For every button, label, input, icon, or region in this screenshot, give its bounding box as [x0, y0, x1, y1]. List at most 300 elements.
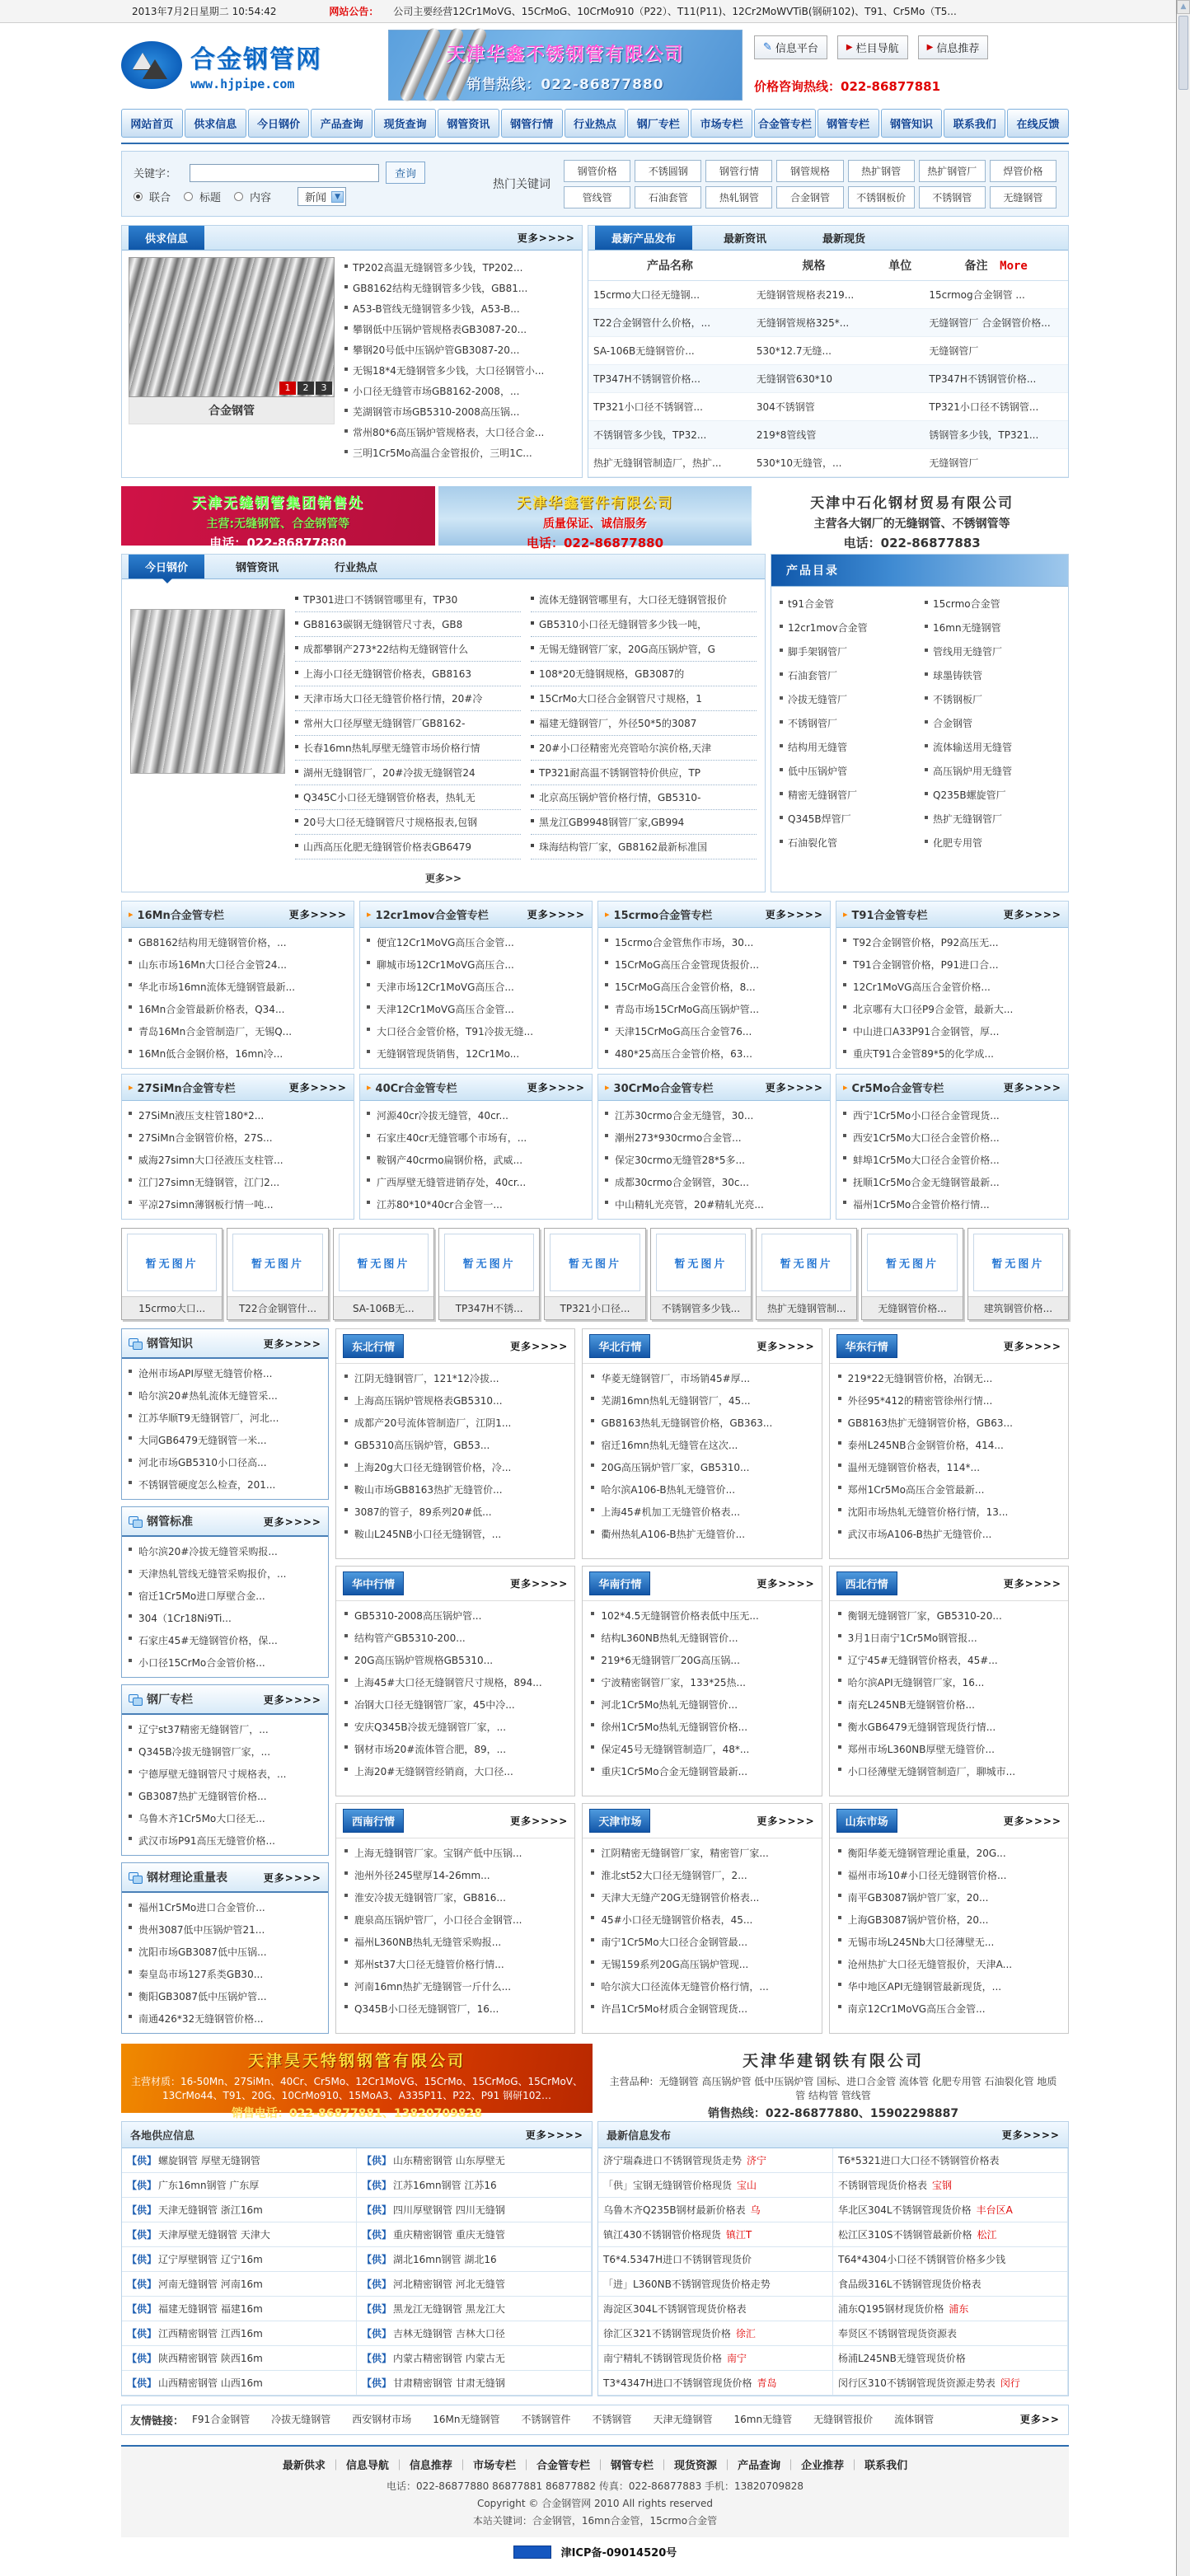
- news-item[interactable]: TP301进口不锈钢管哪里有，TP30: [295, 588, 521, 612]
- list-item[interactable]: 上海高压锅炉管规格表GB5310...: [343, 1389, 568, 1412]
- list-item[interactable]: 15CrMoG高压合金管价格，8...: [603, 976, 825, 998]
- list-item[interactable]: 南通426*32无缝钢管价格...: [127, 2007, 323, 2030]
- list-item[interactable]: 上海20g大口径无缝钢管价格，冷...: [343, 1456, 568, 1478]
- keyword-button[interactable]: 热扩钢管厂: [919, 160, 986, 182]
- list-item[interactable]: 哈尔滨20#冷拔无缝管采购报...: [127, 1540, 323, 1562]
- news-item[interactable]: 天津市场大口径无缝管价格行情，20#冷: [295, 686, 521, 711]
- more-link[interactable]: 更多>>>>: [263, 1693, 321, 1706]
- list-item[interactable]: 16Mn低合金钢价格，16mn冷...: [127, 1042, 349, 1065]
- product-name-cell[interactable]: SA-106B无缝钢管价...: [588, 337, 752, 365]
- list-item[interactable]: 结构L360NB热轧无缝钢管价...: [589, 1627, 814, 1649]
- supply-row[interactable]: 【供】 吉林无缝钢管 吉林大口径: [357, 2321, 592, 2346]
- radio-content[interactable]: [234, 192, 243, 201]
- info-row[interactable]: 南宁精轧不锈钢管现货价格 南宁: [598, 2346, 833, 2371]
- list-item[interactable]: 钢材市场20#流体管合肥，89，...: [343, 1738, 568, 1760]
- nav-item[interactable]: 钢管知识: [881, 109, 943, 138]
- list-item[interactable]: 天津市场12Cr1MoVG高压合...: [365, 976, 587, 998]
- list-item[interactable]: 北京哪有大口径P9合金管，最新大...: [841, 998, 1063, 1020]
- region-tab[interactable]: 华南行情: [589, 1571, 650, 1595]
- list-item[interactable]: 安庆Q345B冷拔无缝钢管厂家，...: [343, 1716, 568, 1738]
- friend-link[interactable]: 无缝钢管报价: [813, 2414, 874, 2425]
- news-item[interactable]: GB8163碳钢无缝钢管尺寸表，GB8: [295, 612, 521, 637]
- list-item[interactable]: GB8162结构用无缝钢管价格，...: [127, 931, 349, 953]
- catalog-item[interactable]: Q345B焊管厂: [775, 807, 920, 831]
- footer-nav-item[interactable]: ｜ 产品查询: [717, 2460, 780, 2472]
- info-row[interactable]: T3*4347H进口不锈钢管现货价格 青岛: [598, 2371, 833, 2396]
- list-item[interactable]: 江门27simn无缝钢管，江门2...: [127, 1171, 349, 1193]
- list-item[interactable]: 华中地区API无缝钢管最新现货，...: [836, 1975, 1061, 1998]
- list-item[interactable]: 衡阳GB3087低中压锅炉管...: [127, 1985, 323, 2007]
- list-item[interactable]: 16Mn合金管最新价格表，Q34...: [127, 998, 349, 1020]
- footer-nav-item[interactable]: ｜ 钢管专栏: [590, 2460, 654, 2472]
- info-row[interactable]: 乌鲁木齐Q235B钢材最新价格表 乌: [598, 2198, 833, 2222]
- list-item[interactable]: 保定30crmo无缝管28*5多...: [603, 1149, 825, 1171]
- list-item[interactable]: 哈尔滨A106-B热轧无缝管价...: [589, 1478, 814, 1501]
- list-item[interactable]: 保定45号无缝钢管制造厂，48*...: [589, 1738, 814, 1760]
- image-caption[interactable]: T22合金钢管什...: [227, 1296, 327, 1319]
- list-item[interactable]: 天津12Cr1MoVG高压合金管...: [365, 998, 587, 1020]
- list-item[interactable]: 20G高压锅炉管规格GB5310...: [343, 1649, 568, 1671]
- search-button[interactable]: 查询: [386, 162, 425, 184]
- list-item[interactable]: 山东市场16Mn大口径合金管24...: [127, 953, 349, 976]
- catalog-item[interactable]: 管线用无缝管厂: [920, 639, 1065, 663]
- list-item[interactable]: 鞍钢产40crmo扁钢价格，武威...: [365, 1149, 587, 1171]
- page-2[interactable]: 2: [298, 382, 314, 395]
- list-item[interactable]: 郑州st37大口径无缝管价格行情...: [343, 1953, 568, 1975]
- list-item[interactable]: 20G高压锅炉管厂家，GB5310...: [589, 1456, 814, 1478]
- list-item[interactable]: 福州1Cr5Mo合金管价格行情...: [841, 1193, 1063, 1215]
- more-link[interactable]: 更多>>>>: [263, 1871, 321, 1884]
- news-item[interactable]: 黑龙江GB9948钢管厂家,GB994: [531, 810, 757, 835]
- list-item[interactable]: 上海无缝钢管厂家。宝钢产低中压锅...: [343, 1842, 568, 1864]
- keyword-button[interactable]: 焊管价格: [990, 160, 1056, 182]
- image-cell[interactable]: [333, 1228, 434, 1320]
- more-link[interactable]: More: [1000, 260, 1028, 273]
- list-item[interactable]: 天津15CrMoG高压合金管76...: [603, 1020, 825, 1042]
- list-item[interactable]: 中山精轧光亮管，20#精轧光亮...: [603, 1193, 825, 1215]
- list-item[interactable]: 宿迁1Cr5Mo进口厚壁合金...: [127, 1585, 323, 1607]
- keyword-button[interactable]: 钢管价格: [564, 160, 630, 182]
- list-item[interactable]: 304（1Cr18Ni9Ti...: [127, 1607, 323, 1629]
- visitor-counter-badge[interactable]: [513, 2546, 551, 2559]
- knowledge-title[interactable]: 钢管标准: [147, 1515, 193, 1529]
- nav-item[interactable]: 合金管专栏: [754, 109, 816, 138]
- catalog-item[interactable]: 流体输送用无缝管: [920, 735, 1065, 759]
- list-item[interactable]: 219*6无缝钢管厂20G高压锅...: [589, 1649, 814, 1671]
- supply-row[interactable]: 【供】 山西精密钢管 山西16m: [122, 2371, 357, 2396]
- company-banner[interactable]: [597, 2044, 1069, 2120]
- list-item[interactable]: 辽宁45#无缝钢管价格表，45#...: [836, 1649, 1061, 1671]
- region-tab[interactable]: 东北行情: [343, 1334, 404, 1358]
- info-platform-button[interactable]: ✎ 信息平台: [754, 35, 827, 59]
- image-cell[interactable]: [544, 1228, 645, 1320]
- footer-nav-item[interactable]: 最新供求: [282, 2460, 326, 2472]
- list-item[interactable]: 江苏华顺T9无缝钢管厂，河北...: [127, 1407, 323, 1429]
- image-cell[interactable]: [650, 1228, 752, 1320]
- region-tab[interactable]: 华北行情: [589, 1334, 650, 1358]
- catalog-item[interactable]: t91合金管: [775, 592, 920, 616]
- info-row[interactable]: 不锈钢管现货价格表 宝钢: [833, 2173, 1068, 2198]
- list-item[interactable]: 河北市场GB5310小口径高...: [127, 1451, 323, 1473]
- more-link[interactable]: 更多>>>>: [510, 1815, 569, 1827]
- image-cell[interactable]: [967, 1228, 1069, 1320]
- keyword-button[interactable]: 热扩钢管: [848, 160, 915, 182]
- info-row[interactable]: 镇江430不锈钢管价格现货 镇江T: [598, 2222, 833, 2247]
- image-caption[interactable]: 无缝钢管价格...: [862, 1296, 962, 1319]
- list-item[interactable]: 沧州热扩大口径无缝管报价，天津A...: [836, 1953, 1061, 1975]
- catalog-item[interactable]: 15crmo合金管: [920, 592, 1065, 616]
- list-item[interactable]: 重庆T91合金管89*5的化学成...: [841, 1042, 1063, 1065]
- list-item[interactable]: 温州无缝钢管价格表，114*...: [836, 1456, 1061, 1478]
- page-1[interactable]: 1: [279, 382, 296, 395]
- photo-caption[interactable]: 合金钢管: [129, 397, 335, 424]
- more-link[interactable]: 更多>>>>: [525, 2129, 583, 2141]
- footer-nav-item[interactable]: ｜ 市场专栏: [452, 2460, 516, 2472]
- catalog-item[interactable]: 合金钢管: [920, 711, 1065, 735]
- nav-item[interactable]: 产品查询: [311, 109, 372, 138]
- catalog-item[interactable]: 低中压锅炉管: [775, 759, 920, 783]
- list-item[interactable]: 淮北st52大口径无缝钢管厂，2...: [589, 1864, 814, 1886]
- list-item[interactable]: 45#小口径无缝钢管价格表，45...: [589, 1909, 814, 1931]
- friend-link[interactable]: 流体钢管: [894, 2414, 935, 2425]
- list-item[interactable]: 成都30crmo合金钢管，30c...: [603, 1171, 825, 1193]
- more-link[interactable]: 更多>>>>: [1003, 909, 1061, 920]
- friend-link[interactable]: 西安钢材市场: [352, 2414, 412, 2425]
- list-item[interactable]: 广西厚壁无缝管进销存处，40cr...: [365, 1171, 587, 1193]
- supply-row[interactable]: 【供】 山东精密钢管 山东厚壁无: [357, 2148, 592, 2173]
- supply-row[interactable]: 【供】 河南无缝钢管 河南16m: [122, 2272, 357, 2297]
- tab-latest-stock[interactable]: 最新现货: [822, 233, 866, 246]
- footer-nav-item[interactable]: ｜ 信息导航: [326, 2460, 389, 2472]
- more-link[interactable]: 更多>>>>: [757, 1341, 815, 1352]
- list-item[interactable]: 河北1Cr5Mo热轧无缝钢管价...: [589, 1693, 814, 1716]
- catalog-item[interactable]: Q235B螺旋管厂: [920, 783, 1065, 807]
- info-row[interactable]: T64*4304小口径不锈钢管价格多少钱: [833, 2247, 1068, 2272]
- more-link[interactable]: 更多>>>>: [757, 1815, 815, 1827]
- list-item[interactable]: 福州市场10#小口径无缝钢管价格...: [836, 1864, 1061, 1886]
- list-item[interactable]: 宁德厚壁无缝钢管尺寸规格表，...: [127, 1763, 323, 1785]
- list-item[interactable]: 27SiMn合金钢管价格，27S...: [127, 1126, 349, 1149]
- list-item[interactable]: 小口径无缝管市场GB8162-2008，...: [343, 381, 544, 401]
- category-select[interactable]: 新闻 ▼: [298, 187, 346, 206]
- info-row[interactable]: 闵行区310不锈钢管现货资源走势表 闵行: [833, 2371, 1068, 2396]
- column-title[interactable]: T91合金管专栏: [851, 910, 928, 922]
- footer-nav-item[interactable]: ｜ 联系我们: [844, 2460, 907, 2472]
- list-item[interactable]: GB8163热轧无缝钢管价格，GB363...: [589, 1412, 814, 1434]
- news-item[interactable]: 成都攀钢产273*22结构无缝钢管什么: [295, 637, 521, 662]
- list-item[interactable]: 大口径合金管价格，T91冷拔无缝...: [365, 1020, 587, 1042]
- supply-demand-tab[interactable]: 供求信息: [129, 226, 204, 250]
- list-item[interactable]: 小口径15CrMo合金管价格...: [127, 1651, 323, 1674]
- more-link[interactable]: 更多>>>>: [1003, 1082, 1061, 1094]
- supply-row[interactable]: 【供】 重庆精密钢管 重庆无缝管: [357, 2222, 592, 2247]
- list-item[interactable]: 鞍山L245NB小口径无缝钢管，...: [343, 1523, 568, 1545]
- news-item[interactable]: TP321耐高温不锈钢管特价供应，TP: [531, 761, 757, 785]
- image-caption[interactable]: 不锈钢管多少钱...: [651, 1296, 751, 1319]
- nav-item[interactable]: 网站首页: [121, 109, 183, 138]
- friend-link[interactable]: 不锈钢管件: [521, 2414, 571, 2425]
- list-item[interactable]: 郑州1Cr5Mo高压合金管最新...: [836, 1478, 1061, 1501]
- more-link[interactable]: 更多>>>>: [263, 1515, 321, 1528]
- news-item[interactable]: 上海小口径无缝钢管价格表，GB8163: [295, 662, 521, 686]
- info-row[interactable]: T6*4.5347H进口不锈钢管现货价: [598, 2247, 833, 2272]
- list-item[interactable]: 大同GB6479无缝钢管一米...: [127, 1429, 323, 1451]
- keyword-button[interactable]: 管线管: [564, 186, 630, 208]
- header-banner-ad[interactable]: [388, 30, 743, 101]
- supply-row[interactable]: 【供】 江苏16mn钢管 江苏16: [357, 2173, 592, 2198]
- supply-row[interactable]: 【供】 内蒙古精密钢管 内蒙古无: [357, 2346, 592, 2371]
- list-item[interactable]: 武汉市场P91高压无缝管价格...: [127, 1829, 323, 1852]
- nav-item[interactable]: 在线反馈: [1007, 109, 1069, 138]
- nav-item[interactable]: 钢管资讯: [438, 109, 499, 138]
- info-row[interactable]: 华北区304L不锈钢管现货价格 丰台区A: [833, 2198, 1068, 2222]
- more-link[interactable]: 更多>>: [424, 873, 462, 884]
- footer-nav-item[interactable]: ｜ 信息推荐: [389, 2460, 452, 2472]
- list-item[interactable]: 上海45#大口径无缝钢管尺寸规格，894...: [343, 1671, 568, 1693]
- list-item[interactable]: 蚌埠1Cr5Mo大口径合金管价格...: [841, 1149, 1063, 1171]
- product-name-cell[interactable]: 不锈钢管多少钱，TP32...: [588, 421, 752, 449]
- catalog-item[interactable]: 球墨铸铁管: [920, 663, 1065, 687]
- list-item[interactable]: 沈阳市场GB3087低中压锅...: [127, 1941, 323, 1963]
- list-item[interactable]: 江阴精密无缝钢管厂家，精密管厂家...: [589, 1842, 814, 1864]
- more-link[interactable]: 更多>>>>: [765, 1082, 823, 1094]
- list-item[interactable]: 池州外径245壁厚14-26mm...: [343, 1864, 568, 1886]
- list-item[interactable]: 沧州市场API厚壁无缝管价格...: [127, 1362, 323, 1384]
- list-item[interactable]: 哈尔滨大口径流体无缝管价格行情，...: [589, 1975, 814, 1998]
- tab-pipe-news[interactable]: 钢管资讯: [236, 562, 279, 574]
- info-recommend-button[interactable]: ▶ 信息推荐: [918, 35, 989, 59]
- list-item[interactable]: 便宜12Cr1MoVG高压合金管...: [365, 931, 587, 953]
- list-item[interactable]: GB8162结构无缝钢管多少钱，GB81...: [343, 278, 544, 298]
- tab-industry-hot[interactable]: 行业热点: [335, 562, 378, 574]
- list-item[interactable]: 西宁1Cr5Mo小口径合金管现货...: [841, 1104, 1063, 1126]
- keyword-button[interactable]: 石油套管: [635, 186, 701, 208]
- keyword-button[interactable]: 无缝钢管: [990, 186, 1056, 208]
- friend-link[interactable]: 16mn无缝管: [733, 2414, 793, 2425]
- catalog-item[interactable]: 石油套管厂: [775, 663, 920, 687]
- list-item[interactable]: 219*22无缝钢管价格，冶钢无...: [836, 1367, 1061, 1389]
- list-item[interactable]: 聊城市场12Cr1MoVG高压合...: [365, 953, 587, 976]
- list-item[interactable]: 15CrMoG高压合金管现货报价...: [603, 953, 825, 976]
- more-link[interactable]: 更多>>>>: [757, 1578, 815, 1590]
- news-item[interactable]: 珠海结构管厂家，GB8162最新标准国: [531, 835, 757, 859]
- list-item[interactable]: A53-B管线无缝钢管多少钱，A53-B...: [343, 298, 544, 319]
- more-link[interactable]: 更多>>>>: [765, 909, 823, 920]
- region-tab[interactable]: 山东市场: [836, 1809, 897, 1833]
- friend-link[interactable]: F91合金钢管: [192, 2414, 251, 2425]
- list-item[interactable]: Q345B冷拔无缝钢管厂家，...: [127, 1740, 323, 1763]
- image-cell[interactable]: [861, 1228, 963, 1320]
- nav-item[interactable]: 钢厂专栏: [627, 109, 689, 138]
- nav-item[interactable]: 供求信息: [185, 109, 246, 138]
- info-row[interactable]: 杨浦L245NB无缝管现货价格: [833, 2346, 1068, 2371]
- knowledge-title[interactable]: 钢厂专栏: [147, 1693, 193, 1707]
- info-row[interactable]: 「供」宝钢无缝钢管价格现货 宝山: [598, 2173, 833, 2198]
- catalog-item[interactable]: 石油裂化管: [775, 831, 920, 855]
- news-item[interactable]: 湖州无缝钢管厂，20#冷拔无缝钢管24: [295, 761, 521, 785]
- footer-nav-item[interactable]: ｜ 现货资源: [654, 2460, 717, 2472]
- list-item[interactable]: 480*25高压合金管价格，63...: [603, 1042, 825, 1065]
- list-item[interactable]: 淮安冷拔无缝钢管厂家，GB816...: [343, 1886, 568, 1909]
- column-title[interactable]: Cr5Mo合金管专栏: [851, 1083, 944, 1095]
- list-item[interactable]: 27SiMn液压支柱管180*2...: [127, 1104, 349, 1126]
- list-item[interactable]: 郑州市场L360NB厚壁无缝管价...: [836, 1738, 1061, 1760]
- list-item[interactable]: 3月1日南宁1Cr5Mo钢管报...: [836, 1627, 1061, 1649]
- info-row[interactable]: 奉贤区不锈钢管现货资源表: [833, 2321, 1068, 2346]
- nav-item[interactable]: 联系我们: [944, 109, 1005, 138]
- nav-item[interactable]: 市场专栏: [691, 109, 752, 138]
- more-link[interactable]: 更多>>>>: [510, 1578, 569, 1590]
- list-item[interactable]: 小口径薄壁无缝钢管制造厂，聊城市...: [836, 1760, 1061, 1782]
- list-item[interactable]: T91合金钢管价格，P91进口合...: [841, 953, 1063, 976]
- friend-link[interactable]: 冷拔无缝钢管: [271, 2414, 331, 2425]
- radio-title[interactable]: [184, 192, 193, 201]
- supply-row[interactable]: 【供】 四川厚壁钢管 四川无缝钢: [357, 2198, 592, 2222]
- list-item[interactable]: 上海GB3087锅炉管价格，20...: [836, 1909, 1061, 1931]
- list-item[interactable]: 许昌1Cr5Mo材质合金钢管现货...: [589, 1998, 814, 2020]
- list-item[interactable]: 青岛16Mn合金管制造厂，无锡Q...: [127, 1020, 349, 1042]
- catalog-item[interactable]: 不锈钢板厂: [920, 687, 1065, 711]
- list-item[interactable]: 无锡18*4无缝钢管多少钱，大口径钢管小...: [343, 360, 544, 381]
- supply-row[interactable]: 【供】 河北精密钢管 河北无缝管: [357, 2272, 592, 2297]
- list-item[interactable]: 江苏80*10*40cr合金管一...: [365, 1193, 587, 1215]
- list-item[interactable]: 12Cr1MoVG高压合金管价格...: [841, 976, 1063, 998]
- column-nav-button[interactable]: ▶ 栏目导航: [837, 35, 908, 59]
- info-row[interactable]: 松江区310S不锈钢管最新价格 松江: [833, 2222, 1068, 2247]
- more-link[interactable]: 更多>>>>: [510, 1341, 569, 1352]
- keyword-button[interactable]: 不锈钢板价: [848, 186, 915, 208]
- news-item[interactable]: 20#小口径精密光亮管哈尔滨价格,天津: [531, 736, 757, 761]
- info-row[interactable]: 浦东Q195钢材现货价格 浦东: [833, 2297, 1068, 2321]
- list-item[interactable]: 青岛市场15CrMoG高压锅炉管...: [603, 998, 825, 1020]
- news-item[interactable]: 流体无缝钢管哪里有，大口径无缝钢管报价: [531, 588, 757, 612]
- image-caption[interactable]: 热扩无缝钢管制...: [757, 1296, 856, 1319]
- list-item[interactable]: 泰州L245NB合金钢管价格，414...: [836, 1434, 1061, 1456]
- list-item[interactable]: 南宁1Cr5Mo大口径合金钢管最...: [589, 1931, 814, 1953]
- keyword-button[interactable]: 不锈钢管: [919, 186, 986, 208]
- catalog-item[interactable]: 不锈钢管厂: [775, 711, 920, 735]
- list-item[interactable]: 石家庄40cr无缝管哪个市场有，...: [365, 1126, 587, 1149]
- list-item[interactable]: 武汉市场A106-B热扩无缝管价...: [836, 1523, 1061, 1545]
- news-item[interactable]: 北京高压锅炉管价格行情，GB5310-: [531, 785, 757, 810]
- more-link[interactable]: 更多>>>>: [527, 909, 585, 920]
- catalog-item[interactable]: 冷拔无缝管厂: [775, 687, 920, 711]
- list-item[interactable]: 江苏30crmo合金无缝管，30...: [603, 1104, 825, 1126]
- knowledge-title[interactable]: 钢管知识: [147, 1337, 193, 1351]
- catalog-item[interactable]: 16mn无缝钢管: [920, 616, 1065, 639]
- list-item[interactable]: 哈尔滨20#热轧流体无缝管采...: [127, 1384, 323, 1407]
- image-caption[interactable]: SA-106B无...: [334, 1296, 433, 1319]
- list-item[interactable]: 无缝钢管现货销售，12Cr1Mo...: [365, 1042, 587, 1065]
- image-caption[interactable]: 建筑钢管价格...: [968, 1296, 1068, 1319]
- list-item[interactable]: 衡钢无缝钢管厂家，GB5310-20...: [836, 1604, 1061, 1627]
- supply-row[interactable]: 【供】 福建无缝钢管 福建16m: [122, 2297, 357, 2321]
- tab-today-price[interactable]: 今日钢价: [129, 555, 204, 578]
- catalog-item[interactable]: 12cr1mov合金管: [775, 616, 920, 639]
- list-item[interactable]: 西安1Cr5Mo大口径合金管价格...: [841, 1126, 1063, 1149]
- catalog-item[interactable]: 高压锅炉用无缝管: [920, 759, 1065, 783]
- region-tab[interactable]: 西北行情: [836, 1571, 897, 1595]
- image-cell[interactable]: [756, 1228, 857, 1320]
- region-tab[interactable]: 华东行情: [836, 1334, 897, 1358]
- list-item[interactable]: 南京12Cr1MoVG高压合金管...: [836, 1998, 1061, 2020]
- list-item[interactable]: Q345B小口径无缝钢管厂，16...: [343, 1998, 568, 2020]
- list-item[interactable]: 攀钢20号低中压锅炉管GB3087-20...: [343, 340, 544, 360]
- list-item[interactable]: GB8163热扩无缝钢管价格，GB63...: [836, 1412, 1061, 1434]
- image-cell[interactable]: [227, 1228, 328, 1320]
- supply-row[interactable]: 【供】 甘肃精密钢管 甘肃无缝钢: [357, 2371, 592, 2396]
- list-item[interactable]: 102*4.5无缝钢管价格表低中压无...: [589, 1604, 814, 1627]
- list-item[interactable]: 沈阳市场热轧无缝管价格行情，13...: [836, 1501, 1061, 1523]
- list-item[interactable]: 贵州3087低中压锅炉管21...: [127, 1918, 323, 1941]
- more-link[interactable]: 更多>>>>: [263, 1337, 321, 1350]
- list-item[interactable]: 衢州热轧A106-B热扩无缝管价...: [589, 1523, 814, 1545]
- scrollbar-thumb[interactable]: [1178, 16, 1188, 90]
- list-item[interactable]: 结构管产GB5310-200...: [343, 1627, 568, 1649]
- more-link[interactable]: 更多>>>>: [288, 909, 347, 920]
- list-item[interactable]: 天津热轧管线无缝管采购报价，...: [127, 1562, 323, 1585]
- list-item[interactable]: 上海45#机加工无缝管价格表...: [589, 1501, 814, 1523]
- list-item[interactable]: 天津大无缝产20G无缝钢管价格表...: [589, 1886, 814, 1909]
- news-item[interactable]: 无锡无缝钢管厂家，20G高压锅炉管，G: [531, 637, 757, 662]
- list-item[interactable]: 华北市场16mn流体无缝钢管最新...: [127, 976, 349, 998]
- list-item[interactable]: 重庆1Cr5Mo合金无缝钢管最新...: [589, 1760, 814, 1782]
- news-item[interactable]: 常州大口径厚壁无缝钢管厂GB8162-: [295, 711, 521, 736]
- search-input[interactable]: [190, 164, 379, 182]
- knowledge-title[interactable]: 钢材理论重量表: [147, 1871, 227, 1885]
- list-item[interactable]: 不锈钢管硬度怎么检查，201...: [127, 1473, 323, 1496]
- nav-item[interactable]: 今日钢价: [248, 109, 310, 138]
- column-title[interactable]: 16Mn合金管专栏: [137, 910, 224, 922]
- info-row[interactable]: 食品级316L不锈钢管现货价格表: [833, 2272, 1068, 2297]
- info-row[interactable]: 济宁瑞森进口不锈钢管现货走势 济宁: [598, 2148, 833, 2173]
- ad-banner[interactable]: [438, 486, 752, 550]
- scroll-up-icon[interactable]: ▲: [1177, 0, 1190, 14]
- list-item[interactable]: GB5310-2008高压锅炉管...: [343, 1604, 568, 1627]
- more-link[interactable]: 更多>>>>: [527, 1082, 585, 1094]
- list-item[interactable]: 常州80*6高压锅炉管规格表，大口径合金...: [343, 422, 544, 443]
- list-item[interactable]: 辽宁st37精密无缝钢管厂，...: [127, 1718, 323, 1740]
- supply-row[interactable]: 【供】 江西精密钢管 江西16m: [122, 2321, 357, 2346]
- footer-nav-item[interactable]: ｜ 企业推荐: [780, 2460, 844, 2472]
- list-item[interactable]: TP202高温无缝钢管多少钱，TP202...: [343, 257, 544, 278]
- keyword-button[interactable]: 钢管规格: [776, 160, 843, 182]
- supply-row[interactable]: 【供】 湖北16mn钢管 湖北16: [357, 2247, 592, 2272]
- product-name-cell[interactable]: T22合金钢管什么价格，...: [588, 309, 752, 337]
- list-item[interactable]: 芜湖钢管市场GB5310-2008高压锅...: [343, 401, 544, 422]
- list-item[interactable]: 冶钢大口径无缝钢管厂家，45中冷...: [343, 1693, 568, 1716]
- list-item[interactable]: 3087的管子，89系列20#低...: [343, 1501, 568, 1523]
- keyword-button[interactable]: 热轧钢管: [705, 186, 772, 208]
- more-link[interactable]: 更多>>>>: [1001, 2129, 1060, 2141]
- page-scrollbar[interactable]: [1176, 0, 1190, 2576]
- news-item[interactable]: 福建无缝钢管厂，外径50*5的3087: [531, 711, 757, 736]
- supply-row[interactable]: 【供】 辽宁厚壁钢管 辽宁16m: [122, 2247, 357, 2272]
- nav-item[interactable]: 钢管行情: [501, 109, 563, 138]
- list-item[interactable]: 江阴无缝钢管厂，121*12冷拔...: [343, 1367, 568, 1389]
- more-link[interactable]: 更多>>>>: [1003, 1341, 1061, 1352]
- list-item[interactable]: 平凉27simn薄钢板行情一吨...: [127, 1193, 349, 1215]
- list-item[interactable]: 石家庄45#无缝钢管价格，保...: [127, 1629, 323, 1651]
- list-item[interactable]: 鞍山市场GB8163热扩无缝管价...: [343, 1478, 568, 1501]
- keyword-button[interactable]: 钢管行情: [705, 160, 772, 182]
- column-title[interactable]: 12cr1mov合金管专栏: [375, 910, 489, 922]
- more-link[interactable]: 更多>>: [1019, 2414, 1060, 2425]
- list-item[interactable]: 宁波精密钢管厂家，133*25热...: [589, 1671, 814, 1693]
- news-item[interactable]: Q345C小口径无缝钢管价格表，热轧无: [295, 785, 521, 810]
- list-item[interactable]: 河源40cr冷拔无缝管，40cr...: [365, 1104, 587, 1126]
- image-caption[interactable]: 15crmo大口...: [122, 1296, 222, 1319]
